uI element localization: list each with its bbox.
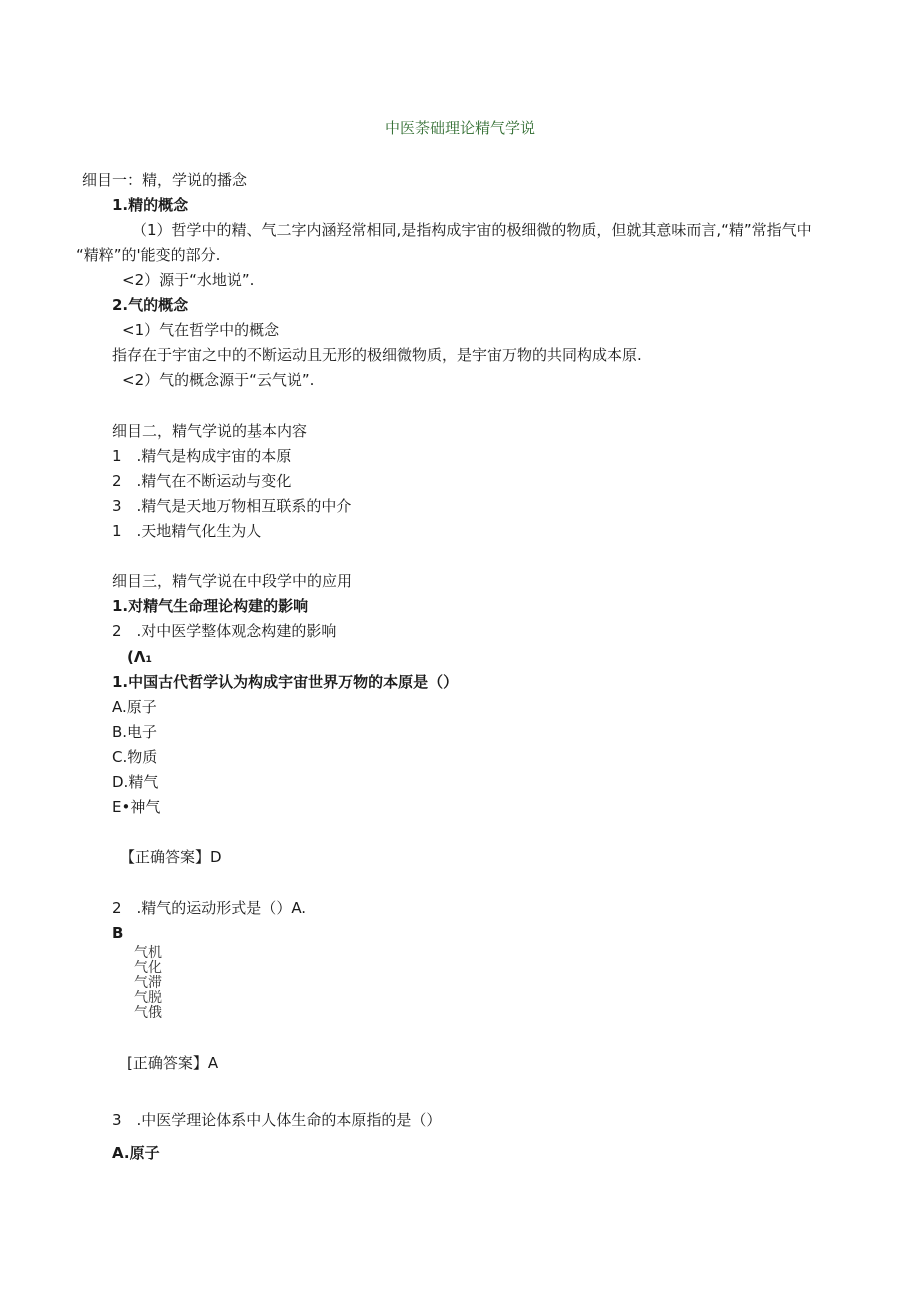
- section1-p2c: <2）气的概念源于“云气说”.: [122, 371, 315, 389]
- section3-heading: 细目三，精气学说在中段学中的应用: [112, 572, 353, 590]
- section2-heading: 细目二，精气学说的基本内容: [112, 422, 308, 440]
- q2-b-label: B: [112, 924, 124, 942]
- q2-option-1: 气机: [134, 945, 162, 961]
- section3-marker: (Λ₁: [127, 648, 153, 666]
- q2-answer: [正确答案】A: [127, 1054, 219, 1072]
- q1-option-e: E•神气: [112, 798, 161, 816]
- section3-item1: 1.对精气生命理论构建的影响: [112, 597, 309, 615]
- list-item: 2 .精气在不断运动与变化: [112, 472, 292, 490]
- list-item: 3 .精气是天地万物相互联系的中介: [112, 497, 352, 515]
- q1-option-d: D.精气: [112, 773, 159, 791]
- q1-option-b: B.电子: [112, 723, 158, 741]
- q2-option-3: 气滞: [134, 975, 162, 991]
- q1-option-c: C.物质: [112, 748, 158, 766]
- section3-item2: 2 .对中医学整体观念构建的影响: [112, 622, 337, 640]
- q1-option-a: A.原子: [112, 698, 157, 716]
- section1-p2b: 指存在于宇宙之中的不断运动且无形的极细微物质，是宇宙万物的共同构成本原.: [112, 346, 642, 364]
- q2-option-5: 气俄: [134, 1005, 162, 1021]
- section1-p1b: “精粹”的'能变的部分.: [76, 246, 221, 264]
- page-title: 中医荼础理论精气学说: [384, 119, 535, 137]
- q2-question: 2 .精气的运动形式是（）A.: [112, 899, 307, 917]
- q3-question: 3 .中医学理论体系中人体生命的本原指的是（）: [112, 1111, 442, 1129]
- q2-option-2: 气化: [134, 960, 162, 976]
- section1-heading: 细目一：精，学说的播念: [82, 171, 248, 189]
- q1-answer: 【正确答案】D: [120, 848, 222, 866]
- q2-option-4: 气脱: [134, 990, 162, 1006]
- section1-item2: 2.气的概念: [112, 296, 189, 314]
- section1-p1c: <2）源于“水地说”.: [122, 271, 255, 289]
- section1-p1a: （1）哲学中的精、气二字内涵羟常相同,是指构成宇宙的极细微的物质，但就其意味而言,“精”常指气中: [132, 221, 812, 239]
- list-item: 1 .天地精气化生为人: [112, 522, 262, 540]
- section1-item1: 1.精的概念: [112, 196, 189, 214]
- section1-p2a: <1）气在哲学中的概念: [122, 321, 280, 339]
- q3-option-a: A.原子: [112, 1144, 160, 1162]
- q1-question: 1.中国古代哲学认为构成宇宙世界万物的本原是（）: [112, 673, 459, 691]
- list-item: 1 .精气是构成宇宙的本原: [112, 447, 292, 465]
